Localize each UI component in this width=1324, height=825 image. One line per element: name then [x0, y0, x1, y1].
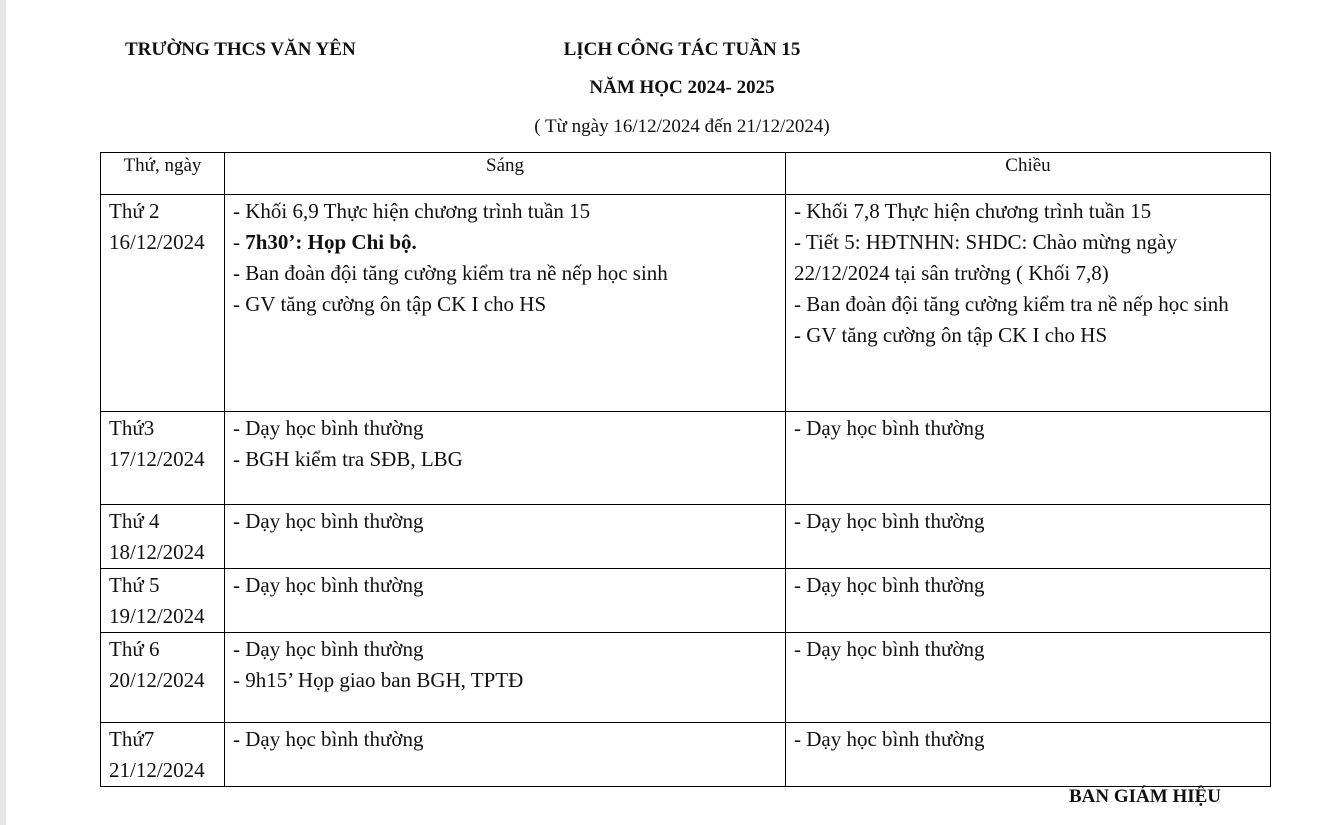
afternoon-cell: [786, 723, 1271, 787]
morning-activity: - Dạy học bình thường: [233, 416, 424, 440]
date-label: 21/12/2024: [109, 758, 205, 782]
morning-activity: - BGH kiểm tra SĐB, LBG: [233, 447, 463, 471]
afternoon-cell: [786, 505, 1271, 569]
morning-activity: - 9h15’ Họp giao ban BGH, TPTĐ: [233, 668, 524, 692]
table-header-row: [101, 153, 1271, 195]
day-label: Thứ 2: [109, 199, 160, 223]
morning-cell: [225, 569, 786, 633]
morning-activity: - GV tăng cường ôn tập CK I cho HS: [233, 292, 547, 316]
school-name: TRƯỜNG THCS VĂN YÊN: [125, 39, 356, 60]
schedule-title: LỊCH CÔNG TÁC TUẦN 15: [563, 39, 801, 60]
afternoon-activity: - Tiết 5: HĐTNHN: SHDC: Chào mừng ngày 22/12/2024 tại sân trường ( Khối 7,8): [794, 230, 1177, 285]
morning-activity: - Dạy học bình thường: [233, 573, 424, 597]
afternoon-cell: [786, 569, 1271, 633]
morning-cell: [225, 505, 786, 569]
day-cell: [101, 569, 225, 633]
date-label: 19/12/2024: [109, 604, 205, 628]
day-label: Thứ 6: [109, 637, 160, 661]
document-page: [6, 0, 1324, 825]
morning-activity: - Dạy học bình thường: [233, 509, 424, 533]
morning-cell: [225, 723, 786, 787]
morning-cell: [225, 412, 786, 505]
afternoon-activity: - Dạy học bình thường: [794, 573, 985, 597]
date-label: 16/12/2024: [109, 230, 205, 254]
activity-bold-text: 7h30’: Họp Chi bộ.: [245, 230, 417, 254]
morning-activity: - Ban đoàn đội tăng cường kiểm tra nề nếp học sinh: [233, 261, 668, 285]
date-label: 17/12/2024: [109, 447, 205, 471]
afternoon-activity: - GV tăng cường ôn tập CK I cho HS: [794, 323, 1108, 347]
table-row: [101, 505, 1271, 569]
table-row: [101, 723, 1271, 787]
schedule-body: [101, 195, 1271, 787]
day-cell: [101, 412, 225, 505]
day-cell: [101, 195, 225, 412]
date-label: 18/12/2024: [109, 540, 205, 564]
column-header-afternoon: Chiều: [786, 153, 1271, 195]
afternoon-activity: - Khối 7,8 Thực hiện chương trình tuần 15: [794, 199, 1152, 223]
morning-activity: - Dạy học bình thường: [233, 727, 424, 751]
day-cell: [101, 633, 225, 723]
afternoon-cell: [786, 412, 1271, 505]
date-label: 20/12/2024: [109, 668, 205, 692]
afternoon-cell: [786, 633, 1271, 723]
morning-activity: - Dạy học bình thường: [233, 637, 424, 661]
signature-label: BAN GIÁM HIỆU: [1069, 786, 1222, 807]
schedule-table: [100, 152, 1271, 787]
column-header-morning: Sáng: [225, 153, 786, 195]
afternoon-cell: [786, 195, 1271, 412]
school-year: NĂM HỌC 2024- 2025: [589, 77, 775, 98]
morning-activity: [233, 227, 777, 258]
afternoon-activity: - Dạy học bình thường: [794, 509, 985, 533]
activity-prefix: -: [233, 230, 246, 254]
afternoon-activity: - Dạy học bình thường: [794, 727, 985, 751]
afternoon-activity: - Ban đoàn đội tăng cường kiểm tra nề nếp học sinh: [794, 292, 1229, 316]
day-cell: [101, 723, 225, 787]
column-header-day: Thứ, ngày: [101, 153, 225, 195]
date-range: ( Từ ngày 16/12/2024 đến 21/12/2024): [534, 116, 830, 137]
table-row: [101, 412, 1271, 505]
day-label: Thứ7: [109, 727, 155, 751]
afternoon-activity: - Dạy học bình thường: [794, 637, 985, 661]
day-label: Thứ 5: [109, 573, 160, 597]
morning-activity: - Khối 6,9 Thực hiện chương trình tuần 15: [233, 199, 591, 223]
day-cell: [101, 505, 225, 569]
morning-cell: [225, 195, 786, 412]
day-label: Thứ 4: [109, 509, 160, 533]
table-row: [101, 569, 1271, 633]
morning-cell: [225, 633, 786, 723]
table-row: [101, 633, 1271, 723]
day-label: Thứ3: [109, 416, 155, 440]
afternoon-activity: - Dạy học bình thường: [794, 416, 985, 440]
table-row: [101, 195, 1271, 412]
